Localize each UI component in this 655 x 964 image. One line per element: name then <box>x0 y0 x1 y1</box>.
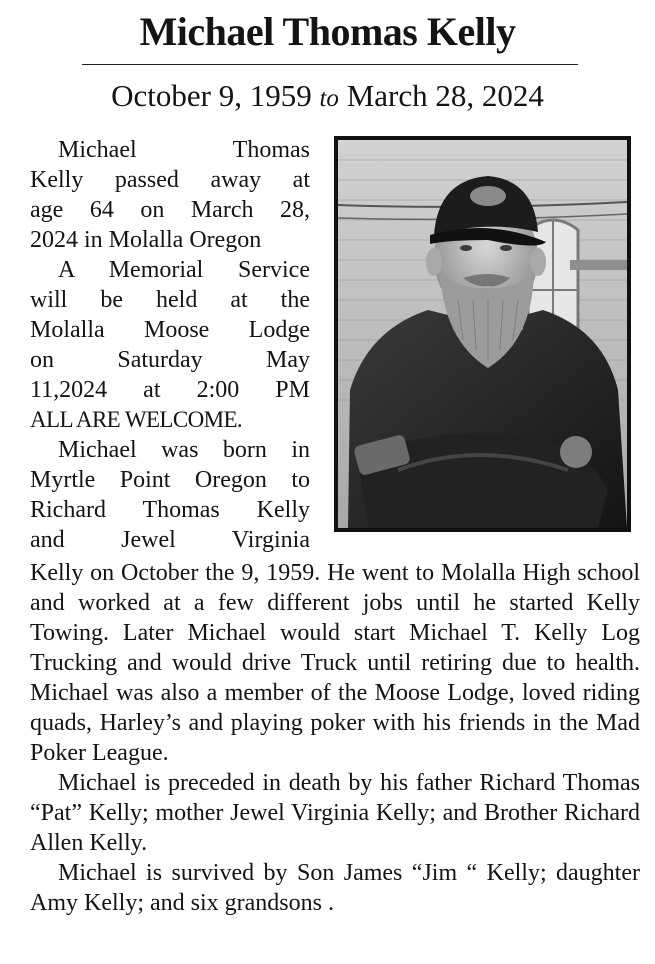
title-divider <box>82 64 578 65</box>
date-separator: to <box>319 85 339 112</box>
portrait-photo <box>334 136 631 532</box>
intro-line: 2024 in Molalla Oregon <box>30 227 262 253</box>
narrow-column <box>30 135 310 555</box>
preceded-paragraph: Michael is preceded in death by his father Richard Thomas “Pat” Kelly; mother Jewel Virginia Kelly; and Brother Richard Allen Kelly. <box>30 770 640 856</box>
obituary-name: Michael Thomas Kelly <box>139 9 516 54</box>
birth-line: Michael was born in <box>58 437 310 463</box>
intro-line: age 64 on March 28, <box>30 197 310 223</box>
birth-line: Myrtle Point Oregon to <box>30 467 310 493</box>
intro-line: Kelly passed away at <box>30 167 310 193</box>
service-line: Molalla Moose Lodge <box>30 317 310 343</box>
service-line: 11,2024 at 2:00 PM <box>30 377 310 403</box>
life-dates <box>0 74 655 121</box>
portrait-illustration <box>338 140 627 528</box>
service-line: A Memorial Service <box>58 257 310 283</box>
service-line: will be held at the <box>30 287 310 313</box>
wide-column <box>30 558 640 918</box>
life-paragraph: Kelly on October the 9, 1959. He went to Molalla High school and worked at a few different jobs until he started Kelly Towing. Later Michael would start Michael T. Kelly Log Trucking and would drive Truck until retiring due to health. Michael was also a member of the Moose Lodge, loved riding quads, Harley’s and playing poker with his friends in the Mad Poker League. <box>30 560 640 766</box>
death-date: March 28, 2024 <box>346 78 544 113</box>
birth-line: Richard Thomas Kelly <box>30 497 310 523</box>
birth-date: October 9, 1959 <box>111 78 312 113</box>
birth-line: and Jewel Virginia <box>30 527 310 553</box>
survived-paragraph: Michael is survived by Son James “Jim “ Kelly; daughter Amy Kelly; and six grandsons . <box>30 860 640 916</box>
service-line: ALL ARE WELCOME. <box>30 407 243 432</box>
intro-line: Michael Thomas <box>58 137 310 163</box>
service-line: on Saturday May <box>30 347 310 373</box>
